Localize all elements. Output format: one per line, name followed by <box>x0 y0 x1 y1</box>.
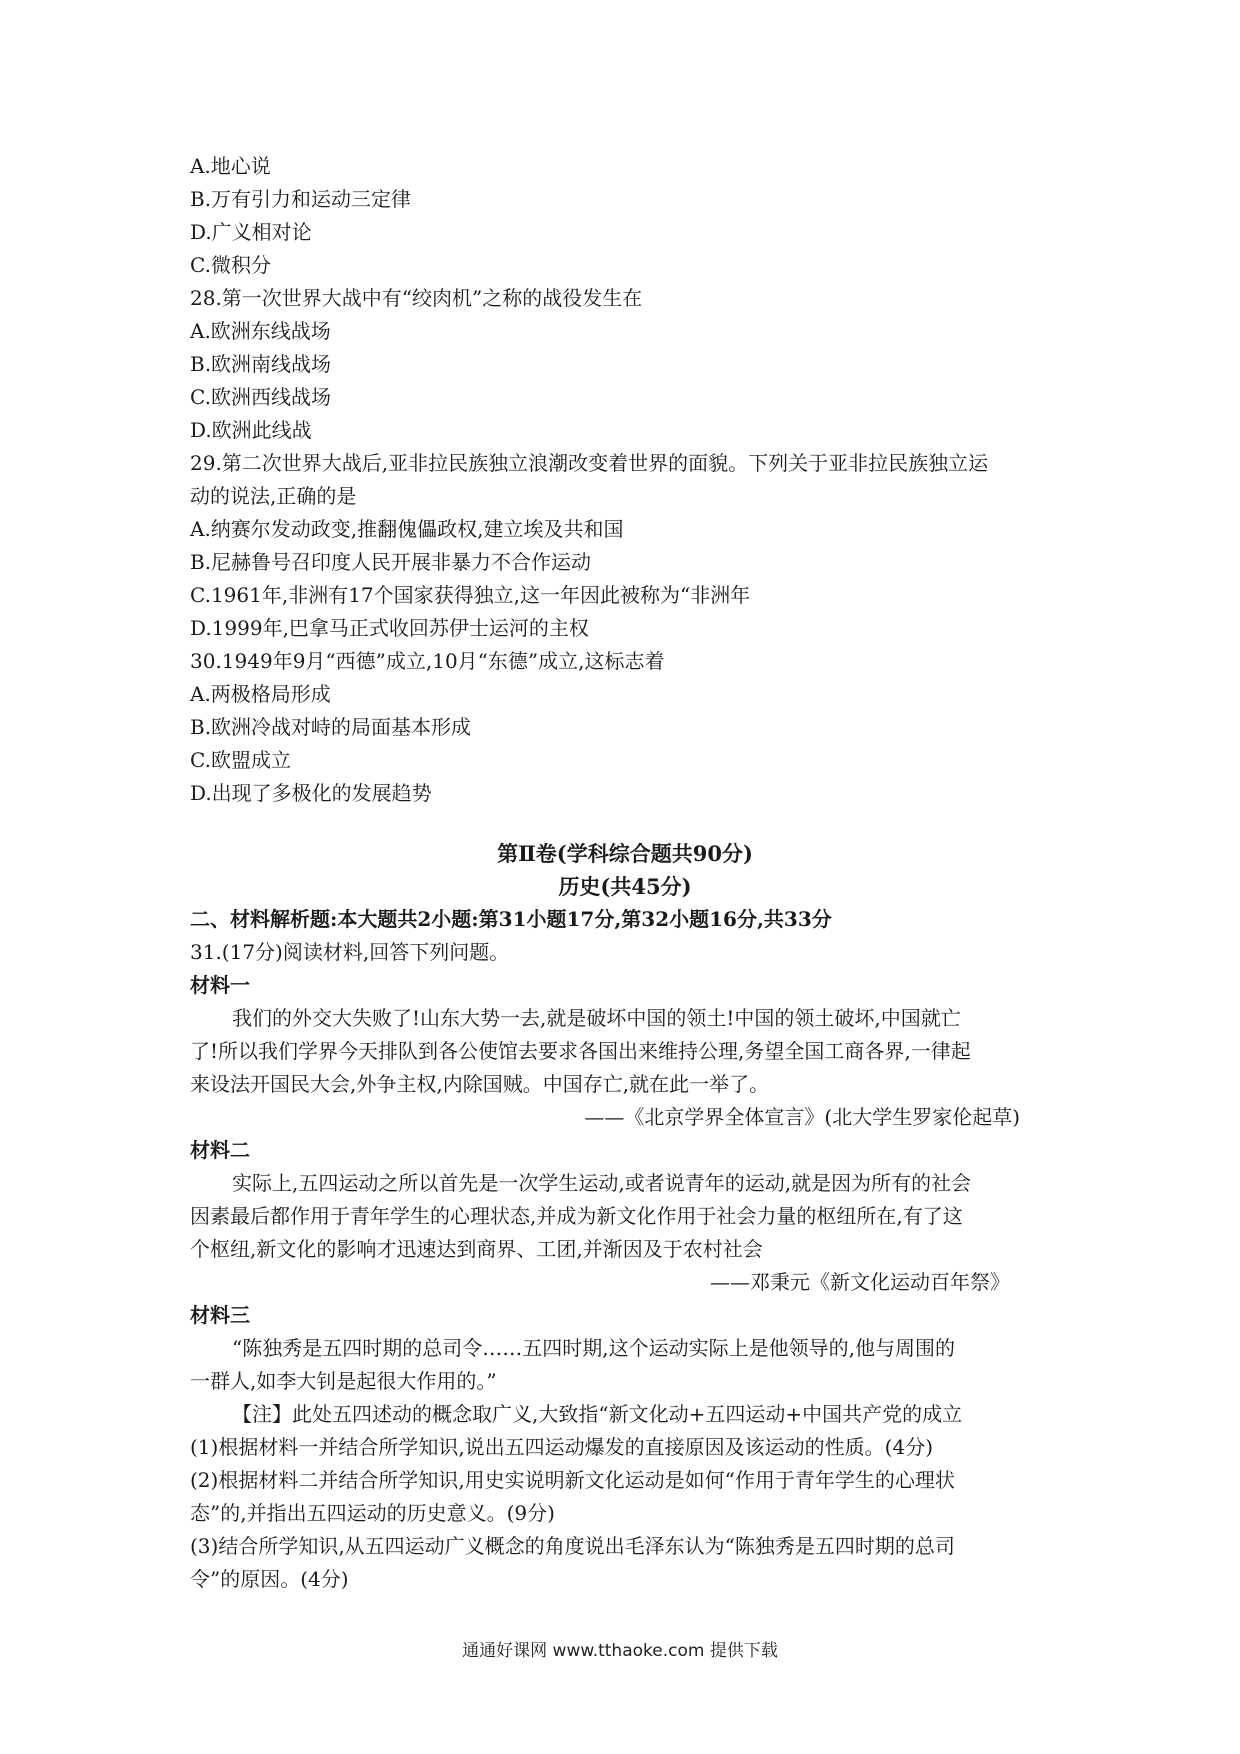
material-1-line1: 我们的外交大失败了!山东大势一去,就是破坏中国的领土!中国的领土破坏,中国就亡 <box>232 1006 961 1030</box>
material-2-source: ——邓秉元《新文化运动百年祭》 <box>710 1270 1010 1294</box>
q30-option-a: A.两极格局形成 <box>190 682 331 706</box>
q30-stem: 30.1949年9月“西德”成立,10月“东德”成立,这标志着 <box>190 649 665 673</box>
material-3-line2: 一群人,如李大钊是起很大作用的。” <box>190 1369 497 1393</box>
material-2-line2: 因素最后都作用于青年学生的心理状态,并成为新文化作用于社会力量的枢纽所在,有了这 <box>190 1204 963 1228</box>
q30-option-d: D.出现了多极化的发展趋势 <box>190 781 432 805</box>
section-heading: 二、材料解析题:本大题共2小题:第31小题17分,第32小题16分,共33分 <box>190 907 832 931</box>
material-1-line2: 了!所以我们学界今天排队到各公使馆去要求各国出来维持公理,务望全国工商各界,一律起 <box>190 1039 971 1063</box>
exam-page <box>190 150 1060 1596</box>
material-2-line3: 个枢纽,新文化的影响才迅速达到商界、工团,并渐因及于农村社会 <box>190 1237 763 1261</box>
material-3-note: 【注】此处五四述动的概念取广义,大致指“新文化动+五四运动+中国共产党的成立 <box>232 1402 963 1426</box>
q28-option-a: A.欧洲东线战场 <box>190 319 331 343</box>
q31-stem: 31.(17分)阅读材料,回答下列问题。 <box>190 940 510 964</box>
material-1-source: ——《北京学界全体宣言》(北大学生罗家伦起草) <box>584 1105 1020 1129</box>
material-2-line1: 实际上,五四运动之所以首先是一次学生运动,或者说青年的运动,就是因为所有的社会 <box>232 1171 972 1195</box>
q30-option-c: C.欧盟成立 <box>190 748 291 772</box>
q28-stem: 28.第一次世界大战中有“绞肉机”之称的战役发生在 <box>190 286 643 310</box>
q28-option-c: C.欧洲西线战场 <box>190 385 331 409</box>
material-3-label: 材料三 <box>190 1303 250 1327</box>
material-1-line3: 来设法开国民大会,外争主权,内除国贼。中国存亡,就在此一举了。 <box>190 1072 770 1096</box>
q28-option-d: D.欧洲此线战 <box>190 418 312 442</box>
q27-option-b: B.万有引力和运动三定律 <box>190 187 412 211</box>
q29-stem-line2: 动的说法,正确的是 <box>190 484 357 508</box>
q28-option-b: B.欧洲南线战场 <box>190 352 332 376</box>
material-1-label: 材料一 <box>190 973 250 997</box>
q29-option-d: D.1999年,巴拿马正式收回苏伊士运河的主权 <box>190 616 589 640</box>
section-gap <box>190 810 1060 837</box>
q27-option-a: A.地心说 <box>190 154 271 178</box>
q31-sub3-line2: 令”的原因。(4分) <box>190 1567 349 1591</box>
q29-option-a: A.纳赛尔发动政变,推翻傀儡政权,建立埃及共和国 <box>190 517 624 541</box>
q31-sub3-line1: (3)结合所学知识,从五四运动广义概念的角度说出毛泽东认为“陈独秀是五四时期的总司 <box>190 1534 955 1558</box>
q30-option-b: B.欧洲冷战对峙的局面基本形成 <box>190 715 472 739</box>
q31-sub1: (1)根据材料一并结合所学知识,说出五四运动爆发的直接原因及该运动的性质。(4分) <box>190 1435 934 1459</box>
material-3-line1: “陈独秀是五四时期的总司令……五四时期,这个运动实际上是他领导的,他与周围的 <box>232 1336 955 1360</box>
q29-option-b: B.尼赫鲁号召印度人民开展非暴力不合作运动 <box>190 550 592 574</box>
q31-sub2-line2: 态”的,并指出五四运动的历史意义。(9分) <box>190 1501 555 1525</box>
q27-option-c: C.微积分 <box>190 253 271 277</box>
q27-option-d: D.广义相对论 <box>190 220 312 244</box>
q31-sub2-line1: (2)根据材料二并结合所学知识,用史实说明新文化运动是如何“作用于青年学生的心理状 <box>190 1468 955 1492</box>
q29-option-c: C.1961年,非洲有17个国家获得独立,这一年因此被称为“非洲年 <box>190 583 751 607</box>
page-footer: 通通好课网 www.tthaoke.com 提供下载 <box>462 1641 778 1661</box>
q29-stem-line1: 29.第二次世界大战后,亚非拉民族独立浪潮改变着世界的面貌。下列关于亚非拉民族独立运 <box>190 451 989 475</box>
part2-subtitle: 历史(共45分) <box>558 874 692 899</box>
part2-title: 第Ⅱ卷(学科综合题共90分) <box>497 841 753 866</box>
material-2-label: 材料二 <box>190 1138 250 1162</box>
